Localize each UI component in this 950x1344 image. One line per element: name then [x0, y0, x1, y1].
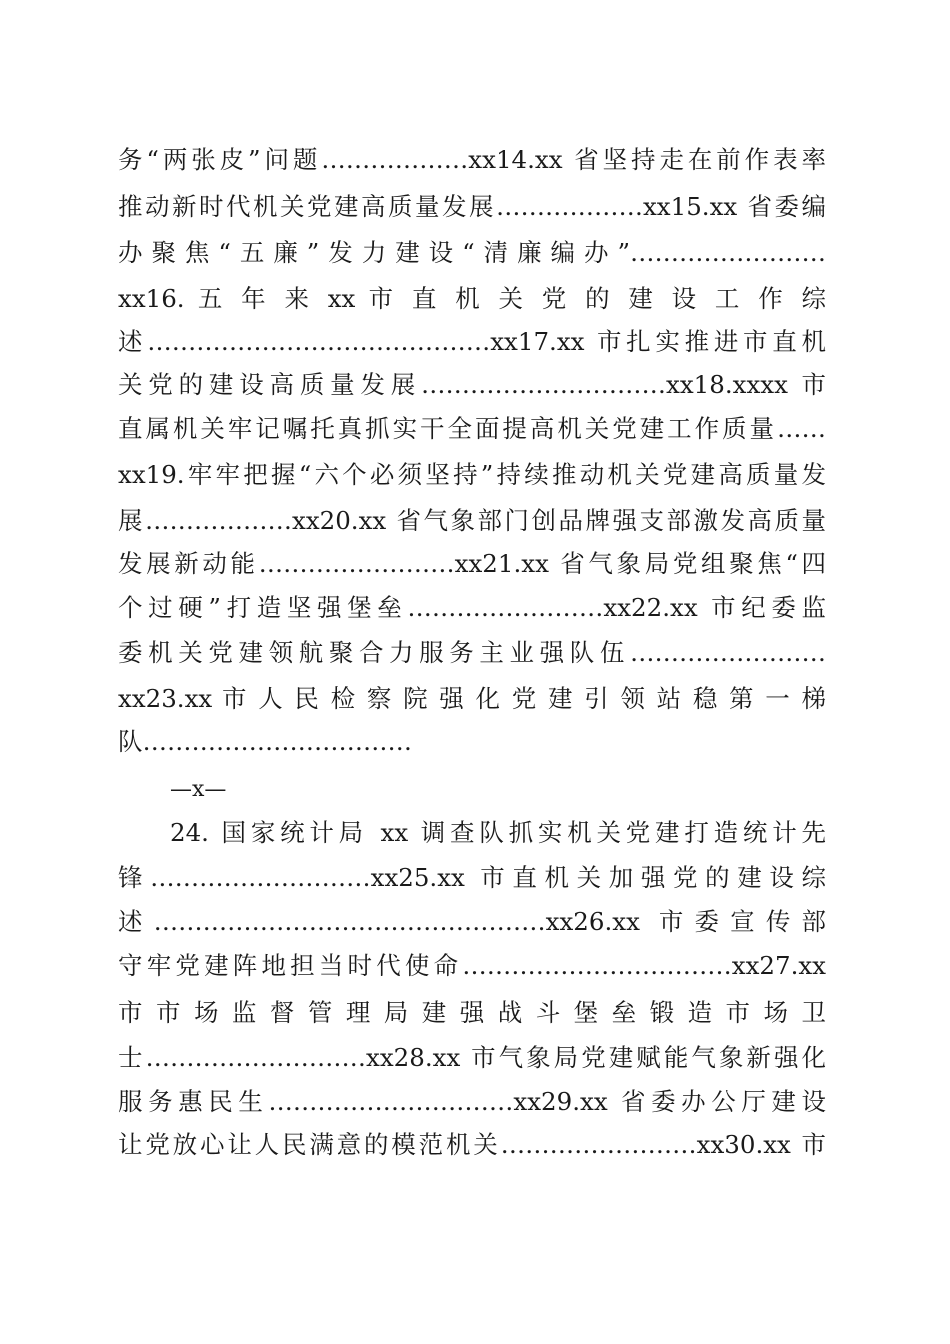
toc-line: 述…………………………………………xx26.xx 市委宣传部	[118, 907, 826, 936]
toc-line: 守牢党建阵地担当时代使命……………………………xx27.xx	[118, 951, 826, 980]
toc-line: 委机关党建领航聚合力服务主业强队伍……………………	[118, 638, 826, 667]
toc-line: 士………………………xx28.xx 市气象局党建赋能气象新强化	[118, 1043, 826, 1072]
toc-line: 办聚焦“五廉”发力建设“清廉编办”……………………	[118, 238, 826, 267]
toc-line: xx19.牢牢把握“六个必须坚持”持续推动机关党建高质量发	[118, 460, 826, 489]
toc-line: 个过硬”打造坚强堡垒……………………xx22.xx 市纪委监	[118, 593, 826, 622]
toc-line: 24. 国家统计局 xx 调查队抓实机关党建打造统计先	[170, 818, 826, 847]
page-number-marker: —x—	[170, 777, 227, 802]
toc-line: 务“两张皮”问题………………xx14.xx 省坚持走在前作表率	[118, 145, 826, 174]
toc-line: 让党放心让人民满意的模范机关……………………xx30.xx 市	[118, 1130, 826, 1159]
toc-line: 关党的建设高质量发展…………………………xx18.xxxx 市	[118, 370, 826, 399]
toc-line: xx23.xx 市 人 民 检 察 院 强 化 党 建 引 领 站 稳 第 一 梯	[118, 684, 826, 713]
toc-line: 述……………………………………xx17.xx 市扎实推进市直机	[118, 327, 826, 356]
toc-line: 发展新动能……………………xx21.xx 省气象局党组聚焦“四	[118, 549, 826, 578]
toc-line: 市 市 场 监 督 管 理 局 建 强 战 斗 堡 垒 锻 造 市 场 卫	[118, 998, 826, 1027]
toc-line: 展………………xx20.xx 省气象部门创品牌强支部激发高质量	[118, 506, 826, 535]
toc-line: 服务惠民生…………………………xx29.xx 省委办公厅建设	[118, 1087, 826, 1116]
toc-line: 锋………………………xx25.xx 市直机关加强党的建设综	[118, 863, 826, 892]
toc-line: 直属机关牢记嘱托真抓实干全面提高机关党建工作质量……	[118, 414, 826, 443]
toc-line: xx16. 五 年 来 xx 市 直 机 关 党 的 建 设 工 作 综	[118, 284, 826, 313]
toc-line: 队……………………………	[118, 727, 412, 756]
toc-line: 推动新时代机关党建高质量发展………………xx15.xx 省委编	[118, 192, 826, 221]
